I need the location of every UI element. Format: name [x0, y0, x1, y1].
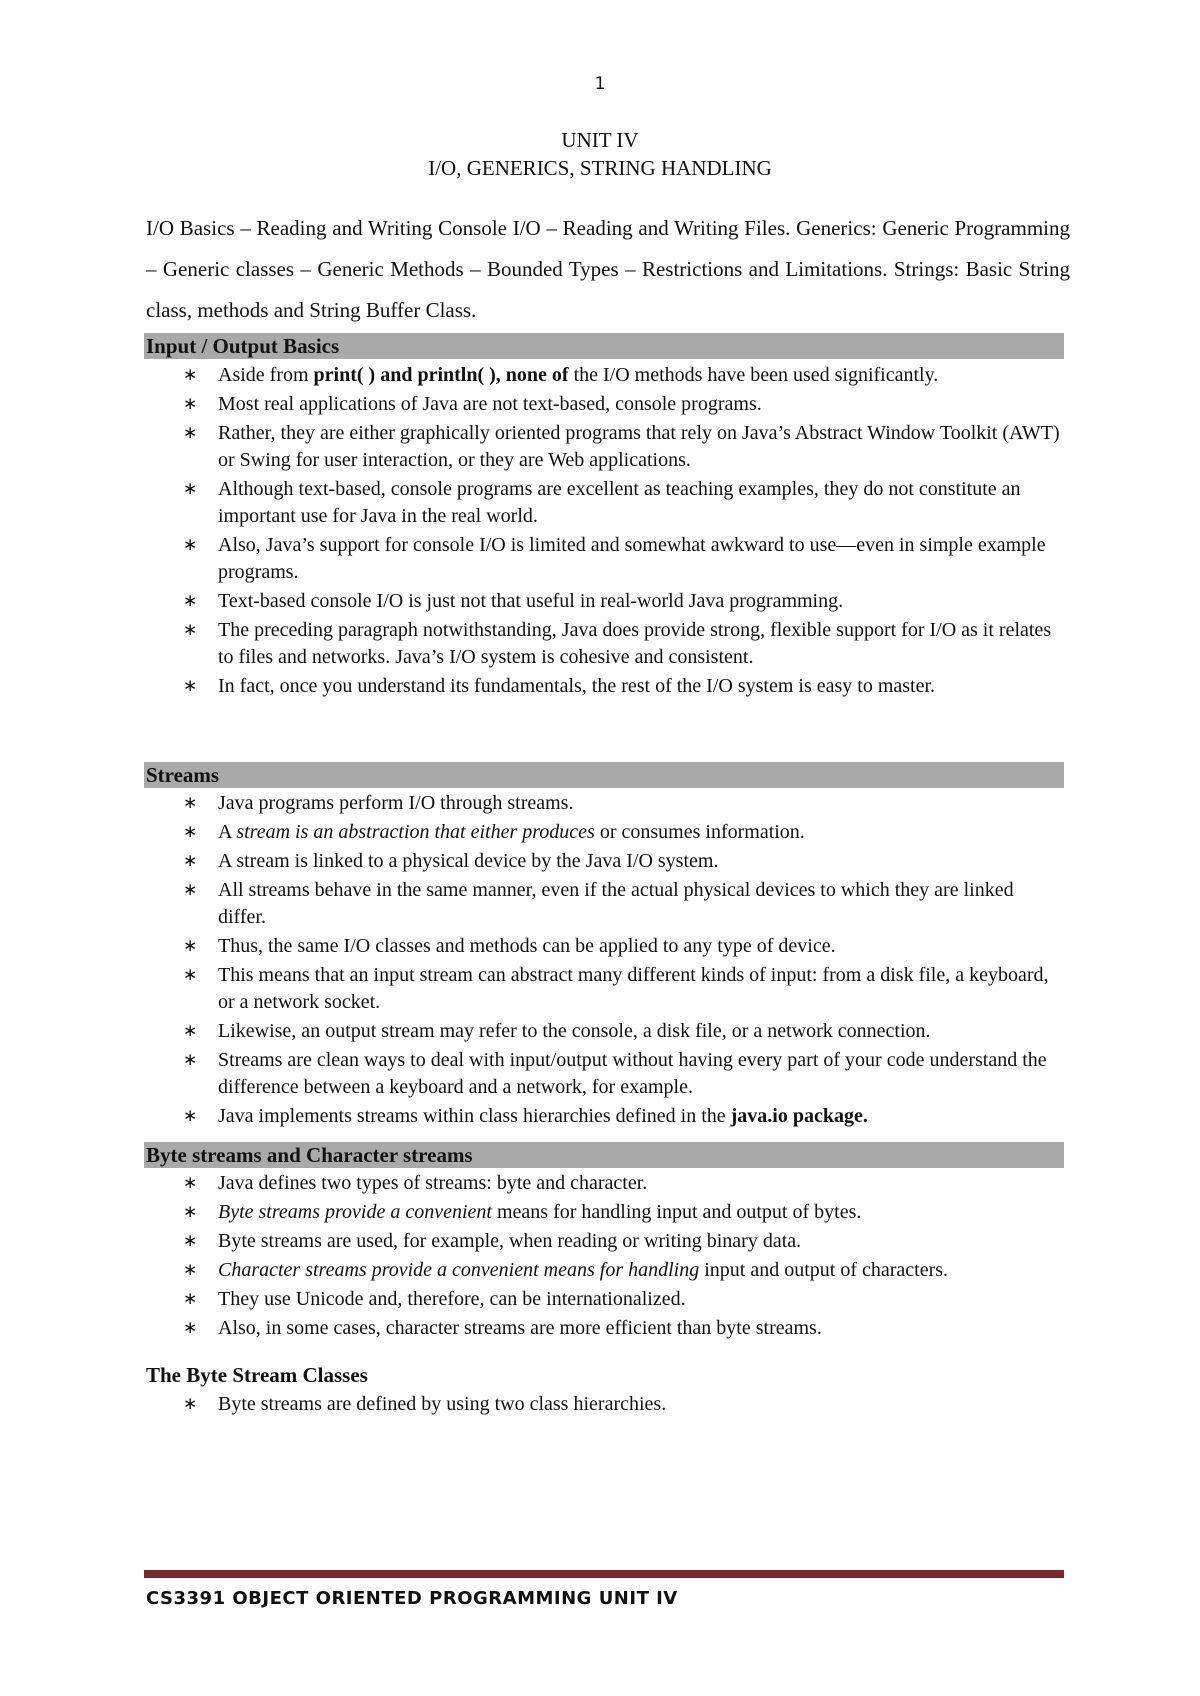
bullet-icon: ∗: [183, 1231, 198, 1251]
section-heading-streams: Streams: [144, 762, 1064, 788]
section-heading-io-basics: Input / Output Basics: [144, 333, 1064, 359]
bullet-icon: ∗: [183, 965, 198, 985]
list-item: ∗ Text-based console I/O is just not that useful in real-world Java programming.: [183, 588, 1063, 615]
bullet-icon: ∗: [183, 1260, 198, 1280]
bullet-icon: ∗: [183, 851, 198, 871]
list-item: ∗ Although text-based, console programs are excellent as teaching examples, they do not constitute an important use for Java in the real world.: [183, 478, 1021, 527]
syllabus-intro: I/O Basics – Reading and Writing Console I/O – Reading and Writing Files. Generics: Generic Programming – Generic classes – Generic Methods – Bounded Types – Restrictions and Limitations. Strings: Basic String class, methods and String Buffer Class.: [146, 216, 1070, 322]
bullet-icon: ∗: [183, 591, 198, 611]
list-item: ∗ A stream is linked to a physical device by the Java I/O system.: [183, 848, 1063, 875]
list-item: ∗ Most real applications of Java are not text-based, console programs.: [183, 391, 1063, 418]
list-item: ∗ Java defines two types of streams: byte and character.: [183, 1170, 1063, 1197]
bullet-icon: ∗: [183, 1289, 198, 1309]
list-item: ∗ Rather, they are either graphically oriented programs that rely on Java’s Abstract Window Toolkit (AWT) or Swing for user interaction, or they are Web applications.: [183, 422, 1060, 471]
streams-list: [183, 790, 1063, 1132]
list-item: ∗ Also, Java’s support for console I/O is limited and somewhat awkward to use—even in simple example programs.: [183, 534, 1046, 583]
bullet-icon: ∗: [183, 1202, 198, 1222]
bullet-icon: ∗: [183, 479, 198, 499]
io-basics-list: [183, 362, 1063, 702]
bullet-icon: ∗: [183, 1021, 198, 1041]
page-number: 1: [594, 74, 606, 94]
bullet-icon: ∗: [183, 880, 198, 900]
section-heading-byte-char: Byte streams and Character streams: [144, 1142, 1064, 1168]
bullet-icon: ∗: [183, 1394, 198, 1414]
list-item: ∗ They use Unicode and, therefore, can be internationalized.: [183, 1286, 1063, 1313]
list-item: ∗ Aside from print( ) and println( ), none of the I/O methods have been used significantly.: [183, 362, 1063, 389]
bullet-icon: ∗: [183, 822, 198, 842]
bullet-icon: ∗: [183, 423, 198, 443]
bullet-icon: ∗: [183, 394, 198, 414]
unit-subtitle: I/O, GENERICS, STRING HANDLING: [428, 156, 772, 180]
list-item: ∗ Character streams provide a convenient means for handling input and output of characters.: [183, 1257, 1063, 1284]
bullet-icon: ∗: [183, 535, 198, 555]
list-item: ∗ This means that an input stream can abstract many different kinds of input: from a disk file, a keyboard, or a network socket.: [183, 964, 1049, 1013]
list-item: ∗ Byte streams provide a convenient means for handling input and output of bytes.: [183, 1199, 1063, 1226]
footer-course-label: CS3391 OBJECT ORIENTED PROGRAMMING UNIT IV: [146, 1588, 678, 1609]
list-item: ∗ Byte streams are used, for example, when reading or writing binary data.: [183, 1228, 1063, 1255]
list-item: ∗ In fact, once you understand its fundamentals, the rest of the I/O system is easy to master.: [183, 673, 1063, 700]
bullet-icon: ∗: [183, 1318, 198, 1338]
list-item: ∗ Java programs perform I/O through streams.: [183, 790, 1063, 817]
bullet-icon: ∗: [183, 1050, 198, 1070]
list-item: ∗ Java implements streams within class hierarchies defined in the java.io package.: [183, 1103, 1063, 1130]
bullet-icon: ∗: [183, 793, 198, 813]
bullet-icon: ∗: [183, 1173, 198, 1193]
list-item: ∗ Also, in some cases, character streams are more efficient than byte streams.: [183, 1315, 1063, 1342]
title-block: [0, 126, 1200, 182]
list-item: ∗ A stream is an abstraction that either produces or consumes information.: [183, 819, 1063, 846]
bullet-icon: ∗: [183, 936, 198, 956]
byte-char-list: [183, 1170, 1063, 1344]
byte-classes-list: [183, 1391, 1063, 1420]
bullet-icon: ∗: [183, 620, 198, 640]
unit-title: UNIT IV: [561, 128, 639, 152]
bullet-icon: ∗: [183, 365, 198, 385]
list-item: ∗ Streams are clean ways to deal with input/output without having every part of your code understand the difference between a keyboard and a network, for example.: [183, 1049, 1047, 1098]
list-item: ∗ All streams behave in the same manner, even if the actual physical devices to which they are linked differ.: [183, 879, 1014, 928]
list-item: ∗ Likewise, an output stream may refer to the console, a disk file, or a network connection.: [183, 1018, 1063, 1045]
footer-rule: [144, 1570, 1064, 1578]
bullet-icon: ∗: [183, 676, 198, 696]
list-item: ∗ Thus, the same I/O classes and methods can be applied to any type of device.: [183, 933, 1063, 960]
list-item: ∗ Byte streams are defined by using two class hierarchies.: [183, 1391, 1063, 1418]
list-item: ∗ The preceding paragraph notwithstanding, Java does provide strong, flexible support for I/O as it relates to files and networks. Java’s I/O system is cohesive and consistent.: [183, 619, 1052, 668]
section-heading-byte-classes: The Byte Stream Classes: [146, 1363, 368, 1387]
bullet-icon: ∗: [183, 1106, 198, 1126]
